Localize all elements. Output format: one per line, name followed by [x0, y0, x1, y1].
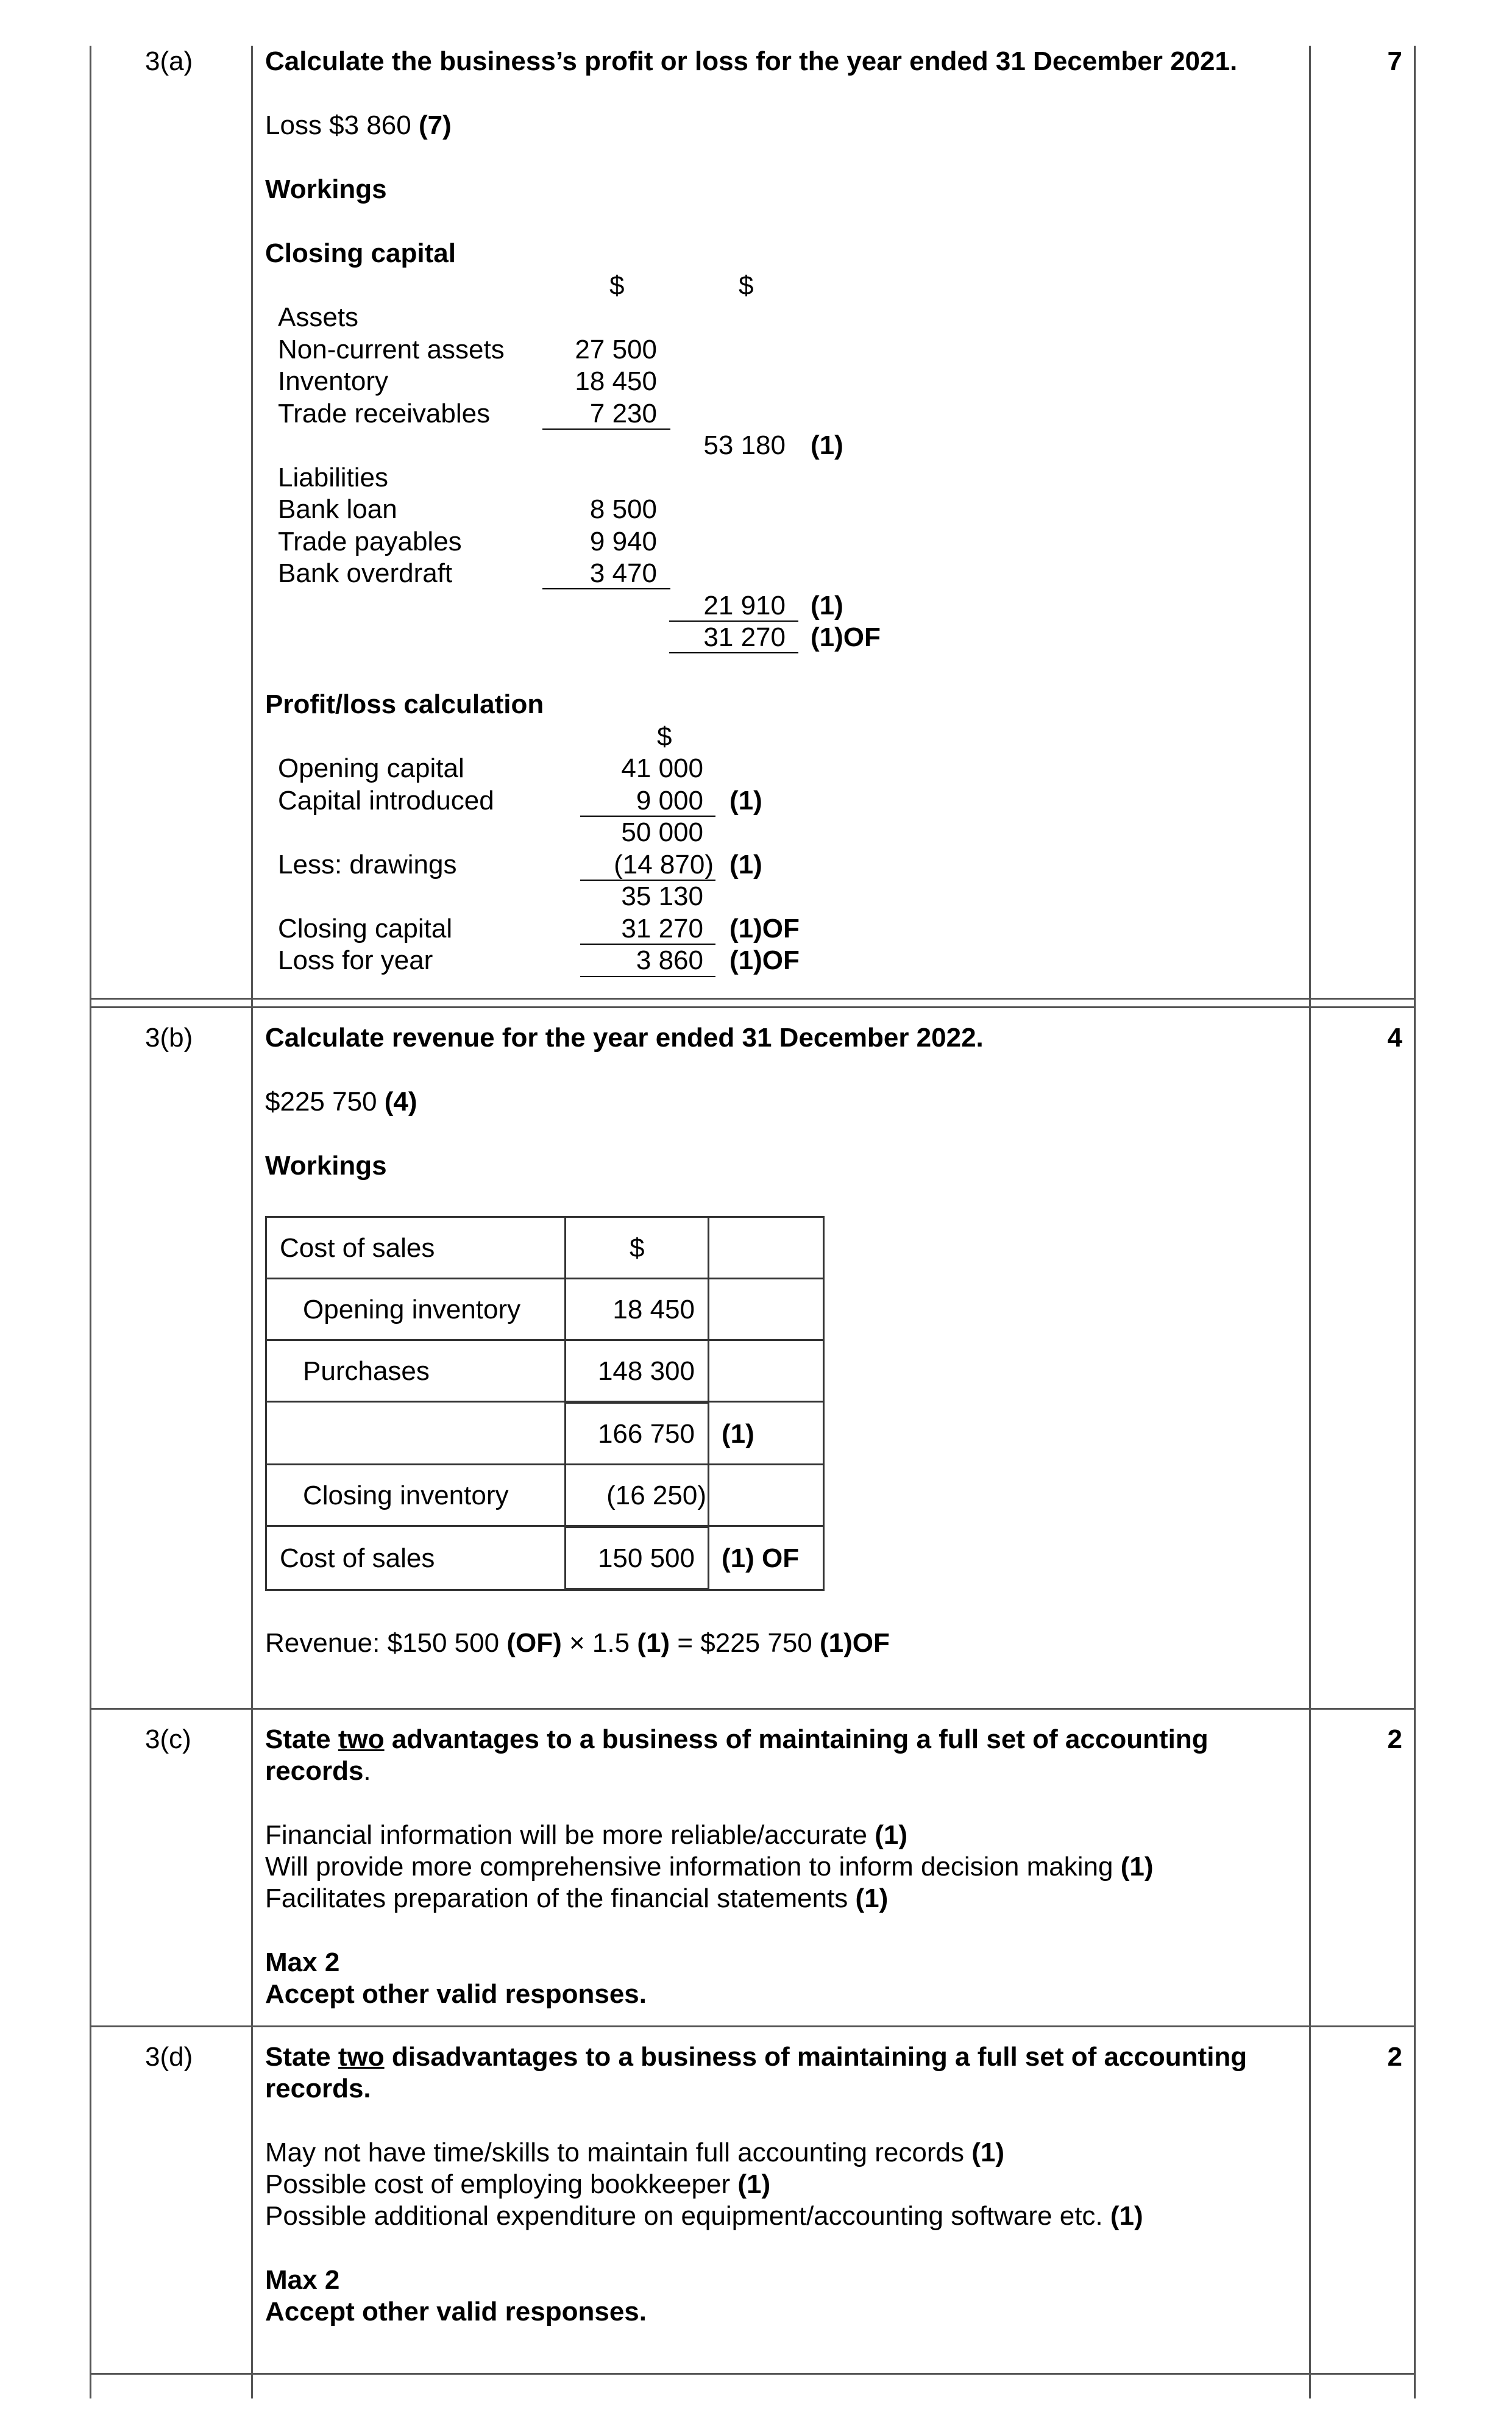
- table-cell: [708, 1525, 825, 1591]
- pl-underline: [580, 976, 715, 977]
- point-mark: (1): [855, 1883, 889, 1913]
- net-total-underline: [669, 652, 798, 653]
- workings-label: Workings: [265, 174, 387, 204]
- table-cell: [564, 1216, 709, 1279]
- pl-row-label: Less: drawings: [278, 850, 457, 880]
- pl-row-value: 31 270: [621, 914, 703, 944]
- row-divider-3b-3c: [90, 1708, 1416, 1710]
- revenue-mark1: (1): [637, 1628, 670, 1658]
- liabilities-label: Liabilities: [278, 463, 388, 492]
- question-text: Calculate the business’s profit or loss for the year ended 31 December 2021.: [265, 46, 1238, 76]
- pl-row-value: 41 000: [621, 753, 703, 783]
- pl-row-label: Loss for year: [278, 945, 433, 975]
- liabilities-total-mark: (1): [811, 591, 843, 620]
- answer: [265, 1086, 417, 1118]
- question-text: [265, 1724, 1209, 1755]
- table-row-value: 18 450: [612, 1295, 695, 1324]
- liability-label: Bank overdraft: [278, 558, 453, 588]
- accept-note: Accept other valid responses.: [265, 2297, 647, 2327]
- table-cell: [708, 1463, 825, 1527]
- table-cell: [265, 1278, 566, 1341]
- table-cell: [265, 1525, 566, 1591]
- assets-total: 53 180: [703, 430, 786, 460]
- pl-row-value: 3 860: [636, 945, 703, 975]
- table-cell: [564, 1339, 709, 1403]
- liability-value: 8 500: [589, 494, 657, 524]
- assets-underline: [542, 428, 670, 430]
- accept-note: Accept other valid responses.: [265, 1979, 647, 2009]
- answer: [265, 110, 452, 141]
- table-cell: [265, 1339, 566, 1403]
- point-mark: (1): [1120, 1852, 1154, 1882]
- liability-value: 3 470: [589, 558, 657, 588]
- max-marks-note: Max 2: [265, 1947, 340, 1977]
- pl-row-value: (14 870): [614, 850, 714, 880]
- list-item: [265, 1819, 907, 1851]
- marks-total: 2: [1387, 2042, 1402, 2072]
- table-row-value: 148 300: [597, 1356, 695, 1386]
- closing-capital-heading: Closing capital: [265, 238, 456, 268]
- table-divider-marks: [1309, 46, 1311, 2398]
- table-cell: [265, 1401, 566, 1465]
- table-border-bottom: [90, 2373, 1416, 2375]
- list-item: [265, 2169, 770, 2200]
- revenue-line: [265, 1627, 890, 1659]
- liability-label: Bank loan: [278, 494, 397, 524]
- pl-row-value: 9 000: [636, 786, 703, 816]
- list-item: [265, 2137, 1004, 2169]
- workings-label: Workings: [265, 1151, 387, 1181]
- profit-loss-col-header: $: [657, 722, 672, 752]
- row-divider-3a-3b-top: [90, 998, 1416, 1000]
- table-row-value: 166 750: [597, 1419, 695, 1449]
- table-cell: [564, 1525, 709, 1591]
- net-total: 31 270: [703, 622, 786, 652]
- question-post: advantages to a business of maintaining a full set of accounting: [391, 1724, 1209, 1754]
- col1-header: $: [609, 271, 625, 300]
- point-text: Financial information will be more reliable/accurate: [265, 1820, 868, 1850]
- question-underlined: two: [338, 1724, 385, 1754]
- liability-label: Trade payables: [278, 527, 462, 556]
- table-border-left: [90, 46, 91, 2398]
- pl-row-label: Opening capital: [278, 753, 464, 783]
- pl-row-value: 35 130: [621, 881, 703, 911]
- question-number: 3(a): [145, 46, 193, 76]
- answer-text: Loss $3 860: [265, 110, 411, 140]
- point-mark: (1): [1110, 2201, 1143, 2231]
- table-row-label: Purchases: [303, 1356, 430, 1386]
- question-number: 3(b): [145, 1023, 193, 1053]
- table-border-right: [1414, 46, 1416, 2398]
- asset-value: 27 500: [575, 335, 657, 364]
- profit-loss-heading: Profit/loss calculation: [265, 689, 544, 719]
- asset-value: 7 230: [589, 399, 657, 428]
- point-text: May not have time/skills to maintain full accounting records: [265, 2138, 964, 2167]
- assets-label: Assets: [278, 302, 359, 332]
- revenue-of-mark: (OF): [506, 1628, 562, 1658]
- row-divider-3c-3d: [90, 2025, 1416, 2027]
- table-row-mark: (1): [722, 1419, 754, 1449]
- pl-row-label: Closing capital: [278, 914, 453, 944]
- point-text: Will provide more comprehensive information to inform decision making: [265, 1852, 1113, 1882]
- table-row-value: (16 250): [606, 1481, 706, 1510]
- point-text: Possible cost of employing bookkeeper: [265, 2169, 731, 2199]
- table-row-label: Opening inventory: [303, 1295, 521, 1324]
- asset-label: Non-current assets: [278, 335, 505, 364]
- table-divider-number: [251, 46, 253, 2398]
- assets-total-mark: (1): [811, 430, 843, 460]
- pl-row-value: 50 000: [621, 817, 703, 847]
- point-mark: (1): [737, 2169, 771, 2199]
- pl-row-label: Capital introduced: [278, 786, 494, 816]
- table-cell: [708, 1339, 825, 1403]
- revenue-times: × 1.5: [569, 1628, 630, 1658]
- question-post: disadvantages to a business of maintaining a full set of accounting: [391, 2042, 1248, 2072]
- liabilities-underline: [542, 588, 670, 589]
- table-cell: [265, 1463, 566, 1527]
- table-row-value: 150 500: [597, 1543, 695, 1573]
- list-item: [265, 1851, 1153, 1883]
- question-pre: State: [265, 1724, 331, 1754]
- table-cell: [564, 1401, 709, 1465]
- point-text: Facilitates preparation of the financial statements: [265, 1883, 848, 1913]
- pl-row-mark: (1)OF: [729, 945, 800, 975]
- marks-total: 7: [1387, 46, 1402, 76]
- question-text-line2: [265, 1755, 371, 1787]
- table-cell: [564, 1463, 709, 1527]
- question-pre: State: [265, 2042, 331, 2072]
- col2-header: $: [739, 271, 754, 300]
- liabilities-total: 21 910: [703, 591, 786, 620]
- liability-value: 9 940: [589, 527, 657, 556]
- point-mark: (1): [875, 1820, 908, 1850]
- table-row-label: Cost of sales: [280, 1543, 435, 1573]
- table-header-label: Cost of sales: [280, 1233, 435, 1263]
- question-number: 3(d): [145, 2042, 193, 2072]
- asset-value: 18 450: [575, 366, 657, 396]
- pl-row-mark: (1): [729, 786, 762, 816]
- pl-row-mark: (1)OF: [729, 914, 800, 944]
- question-line2: records.: [265, 2074, 371, 2103]
- question-text: [265, 2041, 1247, 2073]
- table-row-label: Closing inventory: [303, 1481, 509, 1510]
- net-total-mark: (1)OF: [811, 622, 881, 652]
- question-line2: records: [265, 1756, 364, 1786]
- table-row-mark: (1) OF: [722, 1543, 800, 1573]
- point-text: Possible additional expenditure on equipment/accounting software etc.: [265, 2201, 1103, 2231]
- revenue-prefix: Revenue: $150 500: [265, 1628, 500, 1658]
- answer-mark: (4): [384, 1087, 417, 1117]
- question-text: Calculate revenue for the year ended 31 December 2022.: [265, 1023, 984, 1053]
- marks-total: 2: [1387, 1724, 1402, 1754]
- table-cell: [564, 1278, 709, 1341]
- asset-label: Inventory: [278, 366, 388, 396]
- revenue-equals: = $225 750: [677, 1628, 812, 1658]
- table-cell: [708, 1278, 825, 1341]
- answer-text: $225 750: [265, 1087, 377, 1117]
- list-item: [265, 2200, 1143, 2232]
- list-item: [265, 1883, 888, 1915]
- point-mark: (1): [971, 2138, 1004, 2167]
- asset-label: Trade receivables: [278, 399, 491, 428]
- table-header-value: $: [630, 1233, 645, 1263]
- max-marks-note: Max 2: [265, 2265, 340, 2295]
- table-cell: [265, 1216, 566, 1279]
- marks-total: 4: [1387, 1023, 1402, 1053]
- question-underlined: two: [338, 2042, 385, 2072]
- revenue-final-mark: (1)OF: [820, 1628, 890, 1658]
- table-cell: [708, 1216, 825, 1279]
- pl-row-mark: (1): [729, 850, 762, 880]
- table-cell: [708, 1401, 825, 1465]
- question-number: 3(c): [145, 1724, 191, 1754]
- question-line2-end: .: [363, 1756, 371, 1786]
- row-divider-3a-3b-bottom: [90, 1006, 1416, 1008]
- answer-mark: (7): [418, 110, 452, 140]
